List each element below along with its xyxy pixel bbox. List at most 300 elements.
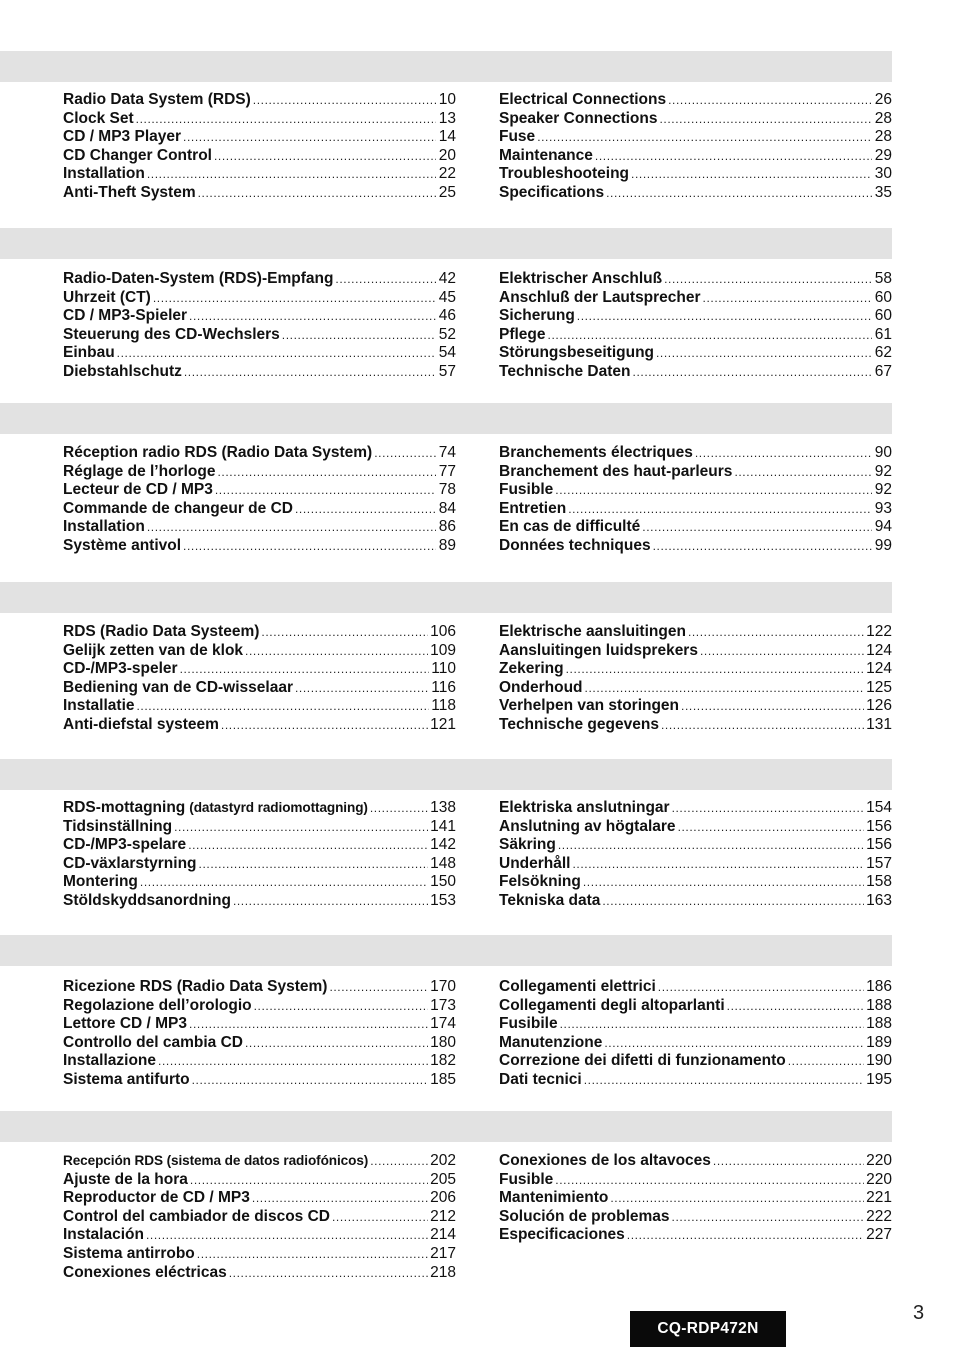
- dot-leader: [568, 500, 872, 519]
- toc-entry-page: 186: [866, 978, 892, 995]
- toc-entry-title: Entretien: [499, 499, 567, 517]
- dot-leader: [558, 836, 864, 855]
- toc-entry: [63, 679, 456, 698]
- toc-entry-title: Installation: [63, 165, 145, 183]
- toc-entry-page: 14: [438, 128, 456, 146]
- dot-leader: [548, 326, 872, 345]
- toc-entry-title: Installation: [63, 518, 145, 536]
- toc-entry-page: 42: [438, 270, 456, 287]
- toc-entry-page: 45: [438, 288, 456, 306]
- toc-entry-title: Branchement des haut-parleurs: [499, 462, 733, 480]
- toc-entry-title: Maintenance: [499, 146, 593, 164]
- dot-leader: [642, 518, 872, 537]
- dot-leader: [668, 91, 872, 110]
- toc-entry-page: 13: [438, 109, 456, 127]
- toc-entry-page: 142: [430, 836, 456, 854]
- toc-entry: [499, 91, 892, 110]
- toc-entry-title: Système antivol: [63, 536, 182, 554]
- toc-entry: [63, 1052, 456, 1071]
- toc-entry-page: 122: [866, 623, 892, 640]
- dot-leader: [254, 997, 429, 1016]
- toc-entry-page: 89: [438, 536, 456, 554]
- toc-entry-title: Conexiones eléctricas: [63, 1263, 227, 1281]
- toc-entry-page: 173: [430, 996, 456, 1014]
- toc-entry-page: 221: [866, 1189, 892, 1207]
- toc-entry-page: 58: [874, 270, 892, 287]
- toc-entry-page: 148: [430, 854, 456, 872]
- toc-entry-page: 109: [430, 641, 456, 659]
- toc-entry-page: 84: [438, 499, 456, 517]
- toc-entry-title: Technische Daten: [499, 362, 631, 380]
- toc-entry: [499, 873, 892, 892]
- toc-entry-title: CD Changer Control: [63, 146, 212, 164]
- toc-entry-title: Zekering: [499, 660, 564, 678]
- toc-entry-page: 26: [874, 91, 892, 108]
- toc-entry-page: 158: [866, 873, 892, 891]
- dot-leader: [190, 1171, 428, 1190]
- toc-entry: [63, 537, 456, 556]
- toc-entry-title: Collegamenti degli altoparlanti: [499, 996, 725, 1014]
- toc-entry: [499, 716, 892, 735]
- toc-entry-title: Installatie: [63, 697, 135, 715]
- toc-entry-title: CD / MP3 Player: [63, 128, 182, 146]
- toc-entry: [63, 344, 456, 363]
- toc-entry-title: Fusible: [499, 1170, 554, 1188]
- toc-entry-title: Conexiones de los altavoces: [499, 1152, 711, 1169]
- toc-entry-page: 92: [874, 462, 892, 480]
- toc-entry-page: 60: [874, 288, 892, 306]
- toc-entry: [499, 1208, 892, 1227]
- toc-entry: [499, 326, 892, 345]
- dot-leader: [214, 147, 436, 166]
- dot-leader: [555, 1171, 864, 1190]
- toc-entry: [499, 1226, 892, 1245]
- toc-column-french-right: [499, 444, 892, 556]
- toc-entry-page: 29: [874, 146, 892, 164]
- toc-entry: [499, 518, 892, 537]
- toc-entry-page: 174: [430, 1015, 456, 1033]
- toc-entry-page: 126: [866, 697, 892, 715]
- toc-entry-title: Branchements électriques: [499, 444, 693, 461]
- toc-entry: [63, 997, 456, 1016]
- toc-entry: [63, 697, 456, 716]
- toc-entry-title: Commande de changeur de CD: [63, 499, 293, 517]
- dot-leader: [537, 128, 872, 147]
- toc-entry-page: 185: [430, 1070, 456, 1088]
- toc-entry: [63, 147, 456, 166]
- toc-entry: [499, 500, 892, 519]
- toc-entry: [499, 818, 892, 837]
- toc-entry-title: Lecteur de CD / MP3: [63, 481, 213, 499]
- toc-entry-page: 93: [874, 499, 892, 517]
- dot-leader: [672, 1208, 865, 1227]
- toc-entry: [63, 270, 456, 289]
- dot-leader: [295, 679, 429, 698]
- toc-entry-title: Radio-Daten-System (RDS)-Empfang: [63, 270, 334, 287]
- dot-leader: [678, 818, 865, 837]
- dot-leader: [602, 892, 864, 911]
- dot-leader: [245, 1034, 428, 1053]
- toc-entry-title: Anti-Theft System: [63, 183, 196, 201]
- toc-entry: [63, 1171, 456, 1190]
- model-number-badge: CQ-RDP472N: [630, 1311, 786, 1347]
- section-band-french: [0, 403, 892, 434]
- dot-leader: [577, 307, 872, 326]
- toc-entry: [63, 642, 456, 661]
- toc-entry: [63, 326, 456, 345]
- dot-leader: [180, 660, 430, 679]
- dot-leader: [252, 1189, 428, 1208]
- dot-leader: [221, 716, 428, 735]
- toc-entry: [63, 978, 456, 997]
- dot-leader: [672, 799, 865, 818]
- toc-entry-title: Onderhoud: [499, 678, 583, 696]
- toc-entry-title: Control del cambiador de discos CD: [63, 1207, 330, 1225]
- dot-leader: [335, 270, 436, 289]
- toc-entry: [499, 679, 892, 698]
- toc-entry: [63, 1152, 456, 1171]
- dot-leader: [664, 270, 872, 289]
- dot-leader: [282, 326, 436, 345]
- toc-column-german-left: [63, 270, 456, 382]
- toc-entry-page: 131: [866, 715, 892, 733]
- dot-leader: [332, 1208, 428, 1227]
- toc-entry-title: Troubleshooteing: [499, 165, 630, 183]
- toc-entry-title: Specifications: [499, 183, 605, 201]
- toc-entry-page: 218: [430, 1263, 456, 1281]
- dot-leader: [727, 997, 864, 1016]
- dot-leader: [658, 978, 864, 997]
- toc-entry: [499, 363, 892, 382]
- toc-column-swedish-right: [499, 799, 892, 911]
- toc-entry-title: Underhåll: [499, 854, 571, 872]
- dot-leader: [245, 642, 428, 661]
- dot-leader: [695, 444, 872, 463]
- dot-leader: [661, 716, 864, 735]
- toc-entry-title: Données techniques: [499, 536, 651, 554]
- toc-entry-page: 67: [874, 362, 892, 380]
- toc-entry-page: 188: [866, 1015, 892, 1033]
- toc-entry: [499, 537, 892, 556]
- dot-leader: [147, 165, 436, 184]
- toc-entry: [63, 1226, 456, 1245]
- dot-leader: [137, 697, 430, 716]
- toc-entry-page: 220: [866, 1170, 892, 1188]
- toc-entry-page: 86: [438, 518, 456, 536]
- toc-entry: [63, 873, 456, 892]
- toc-entry-page: 227: [866, 1226, 892, 1244]
- toc-entry-title: Stöldskyddsanordning: [63, 891, 231, 909]
- dot-leader: [183, 128, 436, 147]
- section-band-swedish: [0, 759, 892, 790]
- toc-entry-page: 156: [866, 836, 892, 854]
- toc-column-english-right: [499, 91, 892, 203]
- toc-entry-page: 212: [430, 1207, 456, 1225]
- toc-entry-title: Manutenzione: [499, 1033, 603, 1051]
- dot-leader: [374, 444, 436, 463]
- toc-entry: [63, 1245, 456, 1264]
- toc-entry-page: 77: [438, 462, 456, 480]
- toc-entry-title: RDS (Radio Data Systeem): [63, 623, 260, 640]
- toc-entry-title: Elektriska anslutningar: [499, 799, 670, 816]
- toc-entry-title: CD / MP3-Spieler: [63, 307, 188, 325]
- toc-entry-page: 78: [438, 481, 456, 499]
- dot-leader: [183, 537, 436, 556]
- toc-entry-page: 190: [866, 1052, 892, 1070]
- toc-entry-title: Instalación: [63, 1226, 144, 1244]
- toc-entry-title: CD-växlarstyrning: [63, 854, 197, 872]
- toc-entry-title: Sicherung: [499, 307, 575, 325]
- toc-entry: [63, 799, 456, 818]
- dot-leader: [215, 481, 436, 500]
- toc-entry-title: Säkring: [499, 836, 556, 854]
- toc-entry-page: 28: [874, 128, 892, 146]
- dot-leader: [555, 481, 872, 500]
- toc-entry-title: Controllo del cambia CD: [63, 1033, 243, 1051]
- toc-entry-page: 99: [874, 536, 892, 554]
- toc-entry-title: Collegamenti elettrici: [499, 978, 656, 995]
- toc-entry-page: 61: [874, 325, 892, 343]
- toc-entry-page: 118: [431, 697, 456, 715]
- toc-entry: [499, 184, 892, 203]
- toc-entry: [63, 184, 456, 203]
- toc-entry-page: 153: [430, 891, 456, 909]
- toc-entry: [499, 344, 892, 363]
- dot-leader: [595, 147, 872, 166]
- toc-entry: [63, 1264, 456, 1283]
- section-band-italian: [0, 935, 892, 966]
- toc-entry-title: Steuerung des CD-Wechslers: [63, 325, 280, 343]
- toc-entry-title: Lettore CD / MP3: [63, 1015, 188, 1033]
- toc-entry-title: Elektrischer Anschluß: [499, 270, 663, 287]
- dot-leader: [627, 1226, 864, 1245]
- dot-leader: [681, 697, 864, 716]
- section-band-german: [0, 228, 892, 259]
- toc-entry-page: 74: [438, 444, 456, 461]
- toc-column-dutch-right: [499, 623, 892, 735]
- dot-leader: [117, 344, 436, 363]
- toc-entry: [63, 836, 456, 855]
- dot-leader: [136, 110, 436, 129]
- toc-entry-page: 35: [874, 183, 892, 201]
- toc-entry-title: Aansluitingen luidsprekers: [499, 641, 698, 659]
- toc-entry: [63, 91, 456, 110]
- toc-entry: [63, 1189, 456, 1208]
- toc-entry: [499, 444, 892, 463]
- dot-leader: [192, 1071, 429, 1090]
- toc-entry-page: 138: [430, 799, 456, 816]
- dot-leader: [233, 892, 428, 911]
- dot-leader: [189, 1015, 428, 1034]
- toc-entry: [63, 165, 456, 184]
- toc-entry-title: Uhrzeit (CT): [63, 288, 151, 306]
- dot-leader: [734, 463, 872, 482]
- toc-entry-page: 20: [438, 146, 456, 164]
- dot-leader: [606, 184, 872, 203]
- toc-entry: [499, 642, 892, 661]
- toc-column-german-right: [499, 270, 892, 382]
- dot-leader: [631, 165, 872, 184]
- toc-entry: [499, 836, 892, 855]
- toc-entry-title: CD-/MP3-speler: [63, 660, 178, 678]
- toc-entry-title: Tidsinställning: [63, 817, 173, 835]
- toc-entry: [499, 799, 892, 818]
- toc-entry-title: Sistema antirrobo: [63, 1244, 195, 1262]
- toc-entry-page: 220: [866, 1152, 892, 1169]
- toc-entry: [63, 463, 456, 482]
- dot-leader: [370, 1152, 428, 1171]
- dot-leader: [184, 363, 436, 382]
- toc-entry-title: Ricezione RDS (Radio Data System): [63, 978, 328, 995]
- dot-leader: [197, 1245, 428, 1264]
- toc-entry-page: 141: [430, 817, 456, 835]
- toc-entry: [499, 855, 892, 874]
- toc-entry-page: 222: [866, 1207, 892, 1225]
- toc-entry-title: Sistema antifurto: [63, 1070, 190, 1088]
- toc-entry: [499, 147, 892, 166]
- toc-entry: [499, 1189, 892, 1208]
- dot-leader: [788, 1052, 864, 1071]
- dot-leader: [688, 623, 864, 642]
- dot-leader: [585, 679, 865, 698]
- toc-entry: [499, 997, 892, 1016]
- toc-entry-page: 182: [430, 1052, 456, 1070]
- toc-entry-page: 202: [430, 1152, 456, 1169]
- toc-entry-title: Regolazione dell’orologio: [63, 996, 252, 1014]
- dot-leader: [199, 855, 429, 874]
- dot-leader: [656, 344, 872, 363]
- toc-entry: [63, 623, 456, 642]
- toc-entry: [63, 1208, 456, 1227]
- toc-entry: [63, 307, 456, 326]
- dot-leader: [229, 1264, 428, 1283]
- dot-leader: [198, 184, 436, 203]
- toc-entry-page: 170: [430, 978, 456, 995]
- toc-entry-page: 94: [874, 518, 892, 536]
- dot-leader: [610, 1189, 864, 1208]
- toc-entry-page: 110: [431, 660, 456, 678]
- toc-entry: [63, 1034, 456, 1053]
- toc-entry-page: 46: [438, 307, 456, 325]
- toc-entry: [63, 660, 456, 679]
- toc-column-dutch-left: [63, 623, 456, 735]
- toc-entry: [499, 128, 892, 147]
- toc-entry: [63, 855, 456, 874]
- toc-entry-title: RDS-mottagning: [63, 799, 186, 816]
- dot-leader: [158, 1052, 428, 1071]
- toc-entry-page: 106: [430, 623, 456, 640]
- toc-entry: [499, 165, 892, 184]
- toc-entry-title: Montering: [63, 873, 138, 891]
- dot-leader: [653, 537, 872, 556]
- toc-entry-title: Réception radio RDS (Radio Data System): [63, 444, 373, 461]
- dot-leader: [146, 1226, 428, 1245]
- toc-entry-title: Einbau: [63, 344, 115, 362]
- toc-entry-title: Fuse: [499, 128, 536, 146]
- toc-entry-title: Störungsbeseitigung: [499, 344, 654, 362]
- dot-leader: [140, 873, 428, 892]
- toc-entry-page: 163: [866, 891, 892, 909]
- toc-column-swedish-left: [63, 799, 456, 911]
- dot-leader: [700, 642, 864, 661]
- toc-entry-page: 189: [866, 1033, 892, 1051]
- toc-entry-title: Anslutning av högtalare: [499, 817, 676, 835]
- toc-entry: [63, 481, 456, 500]
- dot-leader: [370, 799, 428, 818]
- toc-entry: [499, 1152, 892, 1171]
- toc-entry-title: Anschluß der Lautsprecher: [499, 288, 701, 306]
- toc-entry-page: 205: [430, 1170, 456, 1188]
- dot-leader: [560, 1015, 865, 1034]
- toc-entry-title: Installazione: [63, 1052, 157, 1070]
- toc-entry-title: Reproductor de CD / MP3: [63, 1189, 250, 1207]
- toc-entry-title: Recepción RDS (sistema de datos radiofónicos): [63, 1153, 369, 1168]
- toc-entry: [499, 270, 892, 289]
- toc-entry: [499, 1071, 892, 1090]
- toc-entry-page: 124: [866, 641, 892, 659]
- toc-entry-page: 121: [430, 715, 456, 733]
- dot-leader: [153, 289, 436, 308]
- toc-entry: [499, 623, 892, 642]
- dot-leader: [713, 1152, 864, 1171]
- toc-entry-page: 28: [874, 109, 892, 127]
- toc-entry: [63, 128, 456, 147]
- dot-leader: [147, 518, 436, 537]
- dot-leader: [174, 818, 428, 837]
- toc-entry-page: 154: [866, 799, 892, 816]
- toc-entry-page: 90: [874, 444, 892, 461]
- toc-entry-page: 62: [874, 344, 892, 362]
- dot-leader: [329, 978, 428, 997]
- toc-entry: [63, 363, 456, 382]
- toc-entry-title: Gelijk zetten van de klok: [63, 641, 244, 659]
- toc-entry-page: 150: [430, 873, 456, 891]
- toc-entry-page: 180: [430, 1033, 456, 1051]
- toc-entry-title: En cas de difficulté: [499, 518, 641, 536]
- toc-entry-title: Radio Data System (RDS): [63, 91, 251, 108]
- toc-entry: [499, 1015, 892, 1034]
- dot-leader: [566, 660, 865, 679]
- toc-entry-title: Diebstahlschutz: [63, 362, 182, 380]
- toc-entry-title: Technische gegevens: [499, 715, 659, 733]
- dot-leader: [633, 363, 872, 382]
- toc-column-spanish-left: [63, 1152, 456, 1282]
- toc-entry-page: 188: [866, 996, 892, 1014]
- page-number: 3: [913, 1302, 925, 1324]
- section-band-dutch: [0, 582, 892, 613]
- toc-entry: [63, 1071, 456, 1090]
- toc-entry: [499, 892, 892, 911]
- toc-entry-subtitle: (datastyrd radiomottagning): [189, 800, 368, 815]
- toc-entry-page: 157: [866, 854, 892, 872]
- toc-entry: [499, 1034, 892, 1053]
- toc-entry-title: Dati tecnici: [499, 1070, 582, 1088]
- section-band-english: [0, 51, 892, 82]
- toc-entry: [63, 518, 456, 537]
- toc-entry-page: 10: [438, 91, 456, 108]
- dot-leader: [188, 836, 428, 855]
- toc-entry: [63, 716, 456, 735]
- toc-entry: [63, 500, 456, 519]
- toc-entry-page: 30: [874, 165, 892, 183]
- toc-entry-page: 92: [874, 481, 892, 499]
- toc-entry-title: Ajuste de la hora: [63, 1170, 188, 1188]
- toc-entry-title: Pflege: [499, 325, 546, 343]
- toc-entry-page: 25: [438, 183, 456, 201]
- toc-entry-title: Fusible: [499, 481, 554, 499]
- toc-entry-page: 206: [430, 1189, 456, 1207]
- toc-entry-title: Solución de problemas: [499, 1207, 670, 1225]
